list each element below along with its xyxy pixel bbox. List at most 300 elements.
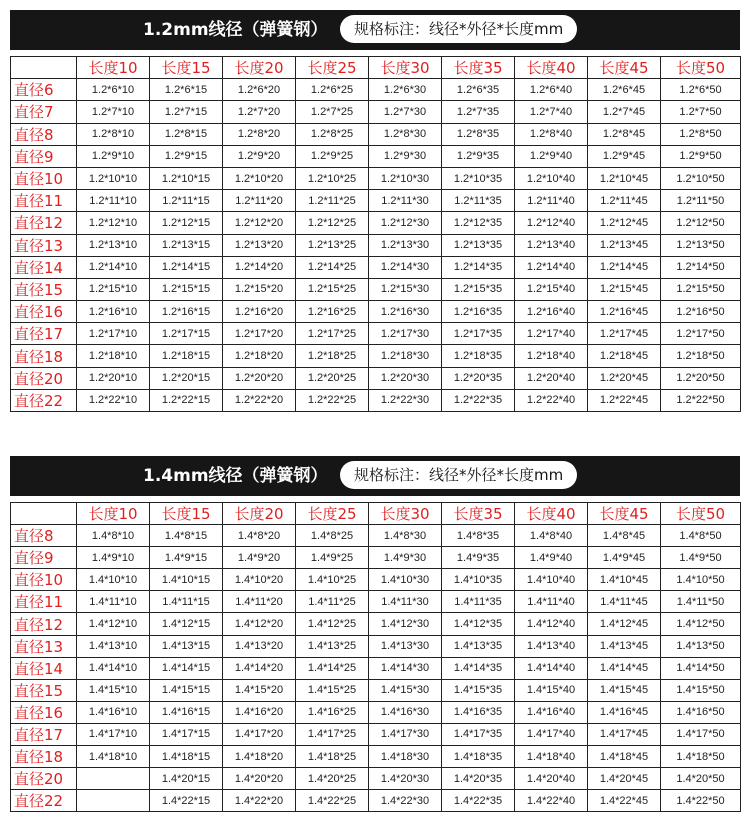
row-header-diameter: 直径18 bbox=[11, 746, 77, 768]
spec-cell: 1.2*16*30 bbox=[369, 301, 442, 323]
spec-cell: 1.4*12*15 bbox=[150, 613, 223, 635]
row-header-diameter: 直径8 bbox=[11, 123, 77, 145]
table-row bbox=[11, 101, 741, 123]
column-header-length: 长度50 bbox=[661, 503, 741, 525]
spec-cell: 1.4*9*40 bbox=[515, 547, 588, 569]
column-header-length: 长度25 bbox=[296, 503, 369, 525]
spec-cell: 1.4*12*10 bbox=[77, 613, 150, 635]
spec-cell: 1.4*8*10 bbox=[77, 525, 150, 547]
spec-cell: 1.4*15*35 bbox=[442, 679, 515, 701]
section-banner bbox=[10, 10, 740, 50]
row-header-diameter: 直径13 bbox=[11, 635, 77, 657]
spec-cell: 1.4*14*40 bbox=[515, 657, 588, 679]
spec-cell: 1.4*16*30 bbox=[369, 701, 442, 723]
spec-cell: 1.2*18*30 bbox=[369, 345, 442, 367]
spec-cell: 1.4*9*50 bbox=[661, 547, 741, 569]
spec-cell: 1.2*6*10 bbox=[77, 79, 150, 101]
spec-cell: 1.4*10*40 bbox=[515, 569, 588, 591]
row-header-diameter: 直径22 bbox=[11, 790, 77, 812]
row-header-diameter: 直径22 bbox=[11, 389, 77, 411]
spec-cell: 1.4*10*15 bbox=[150, 569, 223, 591]
spec-cell: 1.2*17*40 bbox=[515, 323, 588, 345]
spec-cell: 1.2*12*25 bbox=[296, 212, 369, 234]
spec-cell bbox=[77, 790, 150, 812]
spec-cell: 1.2*11*30 bbox=[369, 190, 442, 212]
row-header-diameter: 直径11 bbox=[11, 591, 77, 613]
spec-cell: 1.4*8*40 bbox=[515, 525, 588, 547]
column-header-length: 长度35 bbox=[442, 57, 515, 79]
spec-cell: 1.2*14*15 bbox=[150, 256, 223, 278]
spec-cell: 1.2*20*20 bbox=[223, 367, 296, 389]
spec-cell: 1.2*15*50 bbox=[661, 278, 741, 300]
spec-cell: 1.4*22*20 bbox=[223, 790, 296, 812]
spec-cell: 1.4*13*20 bbox=[223, 635, 296, 657]
spec-cell: 1.4*15*30 bbox=[369, 679, 442, 701]
spec-cell: 1.2*20*25 bbox=[296, 367, 369, 389]
spec-cell: 1.2*6*50 bbox=[661, 79, 741, 101]
row-header-diameter: 直径16 bbox=[11, 701, 77, 723]
spec-cell: 1.2*7*45 bbox=[588, 101, 661, 123]
spec-cell: 1.4*10*20 bbox=[223, 569, 296, 591]
spec-cell: 1.2*17*25 bbox=[296, 323, 369, 345]
row-header-diameter: 直径12 bbox=[11, 613, 77, 635]
spec-cell: 1.2*7*25 bbox=[296, 101, 369, 123]
row-header-diameter: 直径20 bbox=[11, 768, 77, 790]
spec-cell: 1.4*11*15 bbox=[150, 591, 223, 613]
spec-cell: 1.2*10*50 bbox=[661, 167, 741, 189]
spec-cell: 1.4*15*25 bbox=[296, 679, 369, 701]
spec-cell: 1.2*7*35 bbox=[442, 101, 515, 123]
spec-cell: 1.4*16*15 bbox=[150, 701, 223, 723]
row-header-diameter: 直径20 bbox=[11, 367, 77, 389]
table-row bbox=[11, 679, 741, 701]
section-banner bbox=[10, 456, 740, 496]
spec-cell: 1.4*12*50 bbox=[661, 613, 741, 635]
column-header-length: 长度20 bbox=[223, 503, 296, 525]
spec-cell: 1.2*22*35 bbox=[442, 389, 515, 411]
spec-cell: 1.2*22*30 bbox=[369, 389, 442, 411]
spec-cell: 1.2*18*25 bbox=[296, 345, 369, 367]
column-header-length: 长度25 bbox=[296, 57, 369, 79]
spec-cell: 1.4*9*45 bbox=[588, 547, 661, 569]
spec-cell: 1.4*17*10 bbox=[77, 723, 150, 745]
spec-cell: 1.2*22*25 bbox=[296, 389, 369, 411]
spec-cell: 1.2*11*35 bbox=[442, 190, 515, 212]
spec-cell: 1.4*10*30 bbox=[369, 569, 442, 591]
spec-cell: 1.2*16*40 bbox=[515, 301, 588, 323]
spec-table-body bbox=[11, 79, 741, 412]
spec-cell: 1.2*22*40 bbox=[515, 389, 588, 411]
spec-cell: 1.2*10*25 bbox=[296, 167, 369, 189]
spec-cell: 1.4*17*45 bbox=[588, 723, 661, 745]
spec-cell: 1.2*9*40 bbox=[515, 145, 588, 167]
spec-cell: 1.2*7*10 bbox=[77, 101, 150, 123]
spec-cell: 1.2*7*20 bbox=[223, 101, 296, 123]
spec-cell: 1.4*17*15 bbox=[150, 723, 223, 745]
spec-cell: 1.2*7*30 bbox=[369, 101, 442, 123]
spec-cell: 1.4*9*15 bbox=[150, 547, 223, 569]
spec-cell: 1.4*8*45 bbox=[588, 525, 661, 547]
spec-cell: 1.2*6*15 bbox=[150, 79, 223, 101]
spec-cell: 1.4*11*35 bbox=[442, 591, 515, 613]
spec-cell: 1.4*12*45 bbox=[588, 613, 661, 635]
spec-cell: 1.4*11*10 bbox=[77, 591, 150, 613]
spec-cell: 1.4*22*30 bbox=[369, 790, 442, 812]
row-header-diameter: 直径17 bbox=[11, 723, 77, 745]
spec-cell: 1.4*10*50 bbox=[661, 569, 741, 591]
spec-cell: 1.4*14*35 bbox=[442, 657, 515, 679]
row-header-diameter: 直径9 bbox=[11, 547, 77, 569]
spec-cell: 1.2*13*15 bbox=[150, 234, 223, 256]
table-row bbox=[11, 145, 741, 167]
column-header-length: 长度10 bbox=[77, 503, 150, 525]
spec-cell: 1.4*10*10 bbox=[77, 569, 150, 591]
spec-cell: 1.2*8*35 bbox=[442, 123, 515, 145]
table-row bbox=[11, 746, 741, 768]
spec-cell: 1.4*16*25 bbox=[296, 701, 369, 723]
spec-cell: 1.2*20*40 bbox=[515, 367, 588, 389]
spec-cell: 1.2*15*10 bbox=[77, 278, 150, 300]
spec-cell: 1.2*22*20 bbox=[223, 389, 296, 411]
spec-cell: 1.2*12*20 bbox=[223, 212, 296, 234]
spec-cell: 1.4*22*25 bbox=[296, 790, 369, 812]
spec-cell: 1.4*11*50 bbox=[661, 591, 741, 613]
column-header-length: 长度20 bbox=[223, 57, 296, 79]
spec-cell: 1.4*10*35 bbox=[442, 569, 515, 591]
spec-cell: 1.2*11*15 bbox=[150, 190, 223, 212]
row-header-diameter: 直径16 bbox=[11, 301, 77, 323]
spec-cell: 1.4*20*15 bbox=[150, 768, 223, 790]
spec-cell: 1.4*11*45 bbox=[588, 591, 661, 613]
table-row bbox=[11, 657, 741, 679]
spec-cell: 1.4*9*30 bbox=[369, 547, 442, 569]
spec-cell: 1.2*16*20 bbox=[223, 301, 296, 323]
spec-cell: 1.4*15*15 bbox=[150, 679, 223, 701]
spec-table-header bbox=[11, 503, 741, 525]
spec-cell: 1.4*14*25 bbox=[296, 657, 369, 679]
table-row bbox=[11, 256, 741, 278]
spec-cell: 1.2*10*45 bbox=[588, 167, 661, 189]
spec-cell: 1.4*8*15 bbox=[150, 525, 223, 547]
spec-cell: 1.2*6*25 bbox=[296, 79, 369, 101]
column-header-length: 长度15 bbox=[150, 57, 223, 79]
spec-cell: 1.4*22*35 bbox=[442, 790, 515, 812]
spec-cell: 1.2*8*15 bbox=[150, 123, 223, 145]
spec-cell: 1.4*18*50 bbox=[661, 746, 741, 768]
spec-cell: 1.4*16*10 bbox=[77, 701, 150, 723]
spec-cell: 1.4*13*50 bbox=[661, 635, 741, 657]
spec-cell: 1.2*12*35 bbox=[442, 212, 515, 234]
table-row bbox=[11, 278, 741, 300]
spec-cell: 1.2*15*25 bbox=[296, 278, 369, 300]
spec-cell: 1.4*15*10 bbox=[77, 679, 150, 701]
spec-cell: 1.2*18*20 bbox=[223, 345, 296, 367]
table-row bbox=[11, 190, 741, 212]
spec-cell: 1.2*10*20 bbox=[223, 167, 296, 189]
spec-cell: 1.2*11*40 bbox=[515, 190, 588, 212]
spec-cell: 1.2*15*35 bbox=[442, 278, 515, 300]
spec-cell: 1.4*13*25 bbox=[296, 635, 369, 657]
table-row bbox=[11, 167, 741, 189]
column-header-length: 长度30 bbox=[369, 57, 442, 79]
spec-section-1-4mm bbox=[10, 456, 740, 812]
spec-cell: 1.2*11*25 bbox=[296, 190, 369, 212]
row-header-diameter: 直径15 bbox=[11, 679, 77, 701]
spec-cell: 1.2*16*25 bbox=[296, 301, 369, 323]
spec-cell: 1.4*16*40 bbox=[515, 701, 588, 723]
spec-table-body bbox=[11, 525, 741, 812]
spec-cell: 1.4*14*30 bbox=[369, 657, 442, 679]
spec-cell: 1.2*18*15 bbox=[150, 345, 223, 367]
row-header-diameter: 直径18 bbox=[11, 345, 77, 367]
column-header-length: 长度40 bbox=[515, 503, 588, 525]
spec-cell: 1.2*16*35 bbox=[442, 301, 515, 323]
table-row bbox=[11, 591, 741, 613]
spec-cell: 1.2*15*45 bbox=[588, 278, 661, 300]
table-row bbox=[11, 212, 741, 234]
header-row bbox=[11, 57, 741, 79]
spec-cell: 1.2*9*30 bbox=[369, 145, 442, 167]
table-row bbox=[11, 547, 741, 569]
spec-cell: 1.2*16*15 bbox=[150, 301, 223, 323]
spec-cell: 1.2*12*40 bbox=[515, 212, 588, 234]
spec-cell: 1.2*13*20 bbox=[223, 234, 296, 256]
spec-cell: 1.2*13*10 bbox=[77, 234, 150, 256]
spec-cell: 1.4*13*45 bbox=[588, 635, 661, 657]
spec-cell: 1.2*16*50 bbox=[661, 301, 741, 323]
table-row bbox=[11, 389, 741, 411]
spec-cell: 1.2*6*30 bbox=[369, 79, 442, 101]
spec-cell: 1.4*8*25 bbox=[296, 525, 369, 547]
spec-format-note: 规格标注：线径*外径*长度mm bbox=[340, 461, 577, 489]
spec-cell: 1.2*11*10 bbox=[77, 190, 150, 212]
spec-cell: 1.2*10*10 bbox=[77, 167, 150, 189]
table-row bbox=[11, 525, 741, 547]
spec-cell: 1.4*13*10 bbox=[77, 635, 150, 657]
row-header-diameter: 直径12 bbox=[11, 212, 77, 234]
spec-cell: 1.4*16*50 bbox=[661, 701, 741, 723]
row-header-diameter: 直径6 bbox=[11, 79, 77, 101]
spec-cell: 1.2*8*50 bbox=[661, 123, 741, 145]
table-row bbox=[11, 301, 741, 323]
spec-cell: 1.2*20*35 bbox=[442, 367, 515, 389]
spec-cell: 1.2*14*40 bbox=[515, 256, 588, 278]
spec-cell: 1.2*22*50 bbox=[661, 389, 741, 411]
spec-cell: 1.4*10*45 bbox=[588, 569, 661, 591]
spec-cell: 1.2*14*35 bbox=[442, 256, 515, 278]
spec-cell: 1.2*17*45 bbox=[588, 323, 661, 345]
column-header-length: 长度15 bbox=[150, 503, 223, 525]
spec-cell: 1.4*11*25 bbox=[296, 591, 369, 613]
spec-cell: 1.2*13*45 bbox=[588, 234, 661, 256]
spec-cell: 1.2*9*15 bbox=[150, 145, 223, 167]
spec-cell: 1.2*20*50 bbox=[661, 367, 741, 389]
spec-cell: 1.2*22*15 bbox=[150, 389, 223, 411]
table-row bbox=[11, 768, 741, 790]
spec-cell: 1.2*16*10 bbox=[77, 301, 150, 323]
spec-cell: 1.2*9*25 bbox=[296, 145, 369, 167]
spec-cell: 1.4*9*10 bbox=[77, 547, 150, 569]
spec-cell: 1.2*8*45 bbox=[588, 123, 661, 145]
spec-cell: 1.2*14*10 bbox=[77, 256, 150, 278]
spec-cell: 1.4*17*35 bbox=[442, 723, 515, 745]
row-header-diameter: 直径9 bbox=[11, 145, 77, 167]
spec-cell: 1.2*13*25 bbox=[296, 234, 369, 256]
section-title: 1.4mm线径（弹簧钢） bbox=[143, 466, 328, 486]
spec-cell: 1.4*16*20 bbox=[223, 701, 296, 723]
spec-cell: 1.2*20*10 bbox=[77, 367, 150, 389]
spec-cell: 1.2*20*30 bbox=[369, 367, 442, 389]
header-row bbox=[11, 503, 741, 525]
spec-table bbox=[10, 502, 741, 812]
spec-cell: 1.2*11*45 bbox=[588, 190, 661, 212]
spec-cell: 1.4*8*50 bbox=[661, 525, 741, 547]
spec-cell: 1.2*10*30 bbox=[369, 167, 442, 189]
spec-cell: 1.2*13*40 bbox=[515, 234, 588, 256]
spec-cell: 1.4*18*10 bbox=[77, 746, 150, 768]
spec-cell: 1.4*9*35 bbox=[442, 547, 515, 569]
spec-cell: 1.4*16*35 bbox=[442, 701, 515, 723]
column-header-length: 长度45 bbox=[588, 57, 661, 79]
section-title: 1.2mm线径（弹簧钢） bbox=[143, 20, 328, 40]
spec-cell: 1.2*18*45 bbox=[588, 345, 661, 367]
row-header-diameter: 直径10 bbox=[11, 167, 77, 189]
spec-cell: 1.2*8*30 bbox=[369, 123, 442, 145]
table-row bbox=[11, 635, 741, 657]
spec-cell: 1.4*17*30 bbox=[369, 723, 442, 745]
table-row bbox=[11, 701, 741, 723]
spec-cell: 1.4*11*30 bbox=[369, 591, 442, 613]
spec-cell: 1.2*18*50 bbox=[661, 345, 741, 367]
spec-cell: 1.2*17*15 bbox=[150, 323, 223, 345]
column-header-length: 长度50 bbox=[661, 57, 741, 79]
spec-cell: 1.4*20*45 bbox=[588, 768, 661, 790]
spec-cell: 1.2*10*40 bbox=[515, 167, 588, 189]
spec-cell: 1.4*18*35 bbox=[442, 746, 515, 768]
spec-cell: 1.2*18*40 bbox=[515, 345, 588, 367]
column-header-length: 长度45 bbox=[588, 503, 661, 525]
spec-cell: 1.4*10*25 bbox=[296, 569, 369, 591]
spec-cell: 1.2*9*50 bbox=[661, 145, 741, 167]
spec-cell: 1.4*8*30 bbox=[369, 525, 442, 547]
spec-cell: 1.4*22*15 bbox=[150, 790, 223, 812]
spec-cell: 1.2*17*10 bbox=[77, 323, 150, 345]
spec-cell: 1.2*8*20 bbox=[223, 123, 296, 145]
spec-cell: 1.4*15*40 bbox=[515, 679, 588, 701]
spec-cell: 1.2*6*20 bbox=[223, 79, 296, 101]
spec-cell: 1.2*14*25 bbox=[296, 256, 369, 278]
spec-cell: 1.2*20*15 bbox=[150, 367, 223, 389]
spec-cell: 1.2*15*30 bbox=[369, 278, 442, 300]
column-header-length: 长度30 bbox=[369, 503, 442, 525]
table-row bbox=[11, 569, 741, 591]
column-header-length: 长度35 bbox=[442, 503, 515, 525]
spec-cell: 1.4*13*15 bbox=[150, 635, 223, 657]
spec-cell: 1.4*17*25 bbox=[296, 723, 369, 745]
table-row bbox=[11, 323, 741, 345]
spec-cell: 1.4*20*25 bbox=[296, 768, 369, 790]
spec-cell: 1.4*9*20 bbox=[223, 547, 296, 569]
spec-cell: 1.4*18*40 bbox=[515, 746, 588, 768]
column-header-length: 长度10 bbox=[77, 57, 150, 79]
spec-cell: 1.2*18*35 bbox=[442, 345, 515, 367]
spec-cell: 1.2*12*50 bbox=[661, 212, 741, 234]
spec-cell: 1.4*16*45 bbox=[588, 701, 661, 723]
spec-cell: 1.2*8*40 bbox=[515, 123, 588, 145]
row-header-diameter: 直径11 bbox=[11, 190, 77, 212]
row-header-diameter: 直径15 bbox=[11, 278, 77, 300]
row-header-diameter: 直径17 bbox=[11, 323, 77, 345]
spec-cell: 1.4*18*30 bbox=[369, 746, 442, 768]
spec-cell: 1.2*11*20 bbox=[223, 190, 296, 212]
spec-cell: 1.4*12*25 bbox=[296, 613, 369, 635]
row-header-diameter: 直径13 bbox=[11, 234, 77, 256]
spec-cell: 1.2*15*40 bbox=[515, 278, 588, 300]
spec-cell: 1.4*9*25 bbox=[296, 547, 369, 569]
spec-cell: 1.2*9*45 bbox=[588, 145, 661, 167]
spec-cell: 1.2*7*40 bbox=[515, 101, 588, 123]
spec-cell: 1.4*8*35 bbox=[442, 525, 515, 547]
spec-section-1-2mm bbox=[10, 10, 740, 412]
spec-cell: 1.2*9*35 bbox=[442, 145, 515, 167]
spec-cell: 1.4*20*35 bbox=[442, 768, 515, 790]
table-row bbox=[11, 234, 741, 256]
spec-cell: 1.4*18*20 bbox=[223, 746, 296, 768]
column-header-length: 长度40 bbox=[515, 57, 588, 79]
spec-cell: 1.2*16*45 bbox=[588, 301, 661, 323]
spec-cell: 1.4*22*45 bbox=[588, 790, 661, 812]
spec-cell: 1.2*22*10 bbox=[77, 389, 150, 411]
spec-cell: 1.2*17*50 bbox=[661, 323, 741, 345]
spec-cell: 1.2*15*20 bbox=[223, 278, 296, 300]
spec-cell: 1.4*20*30 bbox=[369, 768, 442, 790]
spec-cell: 1.2*9*20 bbox=[223, 145, 296, 167]
spec-cell: 1.4*20*20 bbox=[223, 768, 296, 790]
spec-cell: 1.4*15*50 bbox=[661, 679, 741, 701]
table-row bbox=[11, 790, 741, 812]
spec-cell: 1.4*14*50 bbox=[661, 657, 741, 679]
spec-cell: 1.2*12*10 bbox=[77, 212, 150, 234]
spec-cell: 1.4*14*20 bbox=[223, 657, 296, 679]
spec-cell: 1.4*12*30 bbox=[369, 613, 442, 635]
spec-cell: 1.2*18*10 bbox=[77, 345, 150, 367]
spec-cell: 1.2*14*45 bbox=[588, 256, 661, 278]
spec-cell: 1.4*18*15 bbox=[150, 746, 223, 768]
spec-cell: 1.2*12*45 bbox=[588, 212, 661, 234]
spec-cell: 1.2*8*25 bbox=[296, 123, 369, 145]
spec-cell: 1.4*12*40 bbox=[515, 613, 588, 635]
row-header-diameter: 直径8 bbox=[11, 525, 77, 547]
spec-cell: 1.4*11*20 bbox=[223, 591, 296, 613]
row-header-diameter: 直径7 bbox=[11, 101, 77, 123]
spec-cell: 1.2*17*35 bbox=[442, 323, 515, 345]
spec-cell: 1.4*13*35 bbox=[442, 635, 515, 657]
spec-cell: 1.2*17*20 bbox=[223, 323, 296, 345]
spec-cell: 1.2*10*15 bbox=[150, 167, 223, 189]
spec-cell: 1.2*13*30 bbox=[369, 234, 442, 256]
row-header-diameter: 直径14 bbox=[11, 657, 77, 679]
header-corner bbox=[11, 503, 77, 525]
spec-cell: 1.2*6*45 bbox=[588, 79, 661, 101]
spec-cell: 1.4*14*45 bbox=[588, 657, 661, 679]
spec-cell: 1.2*9*10 bbox=[77, 145, 150, 167]
spec-cell: 1.4*17*50 bbox=[661, 723, 741, 745]
spec-cell: 1.4*11*40 bbox=[515, 591, 588, 613]
spec-cell: 1.4*12*35 bbox=[442, 613, 515, 635]
table-row bbox=[11, 367, 741, 389]
spec-cell: 1.2*13*35 bbox=[442, 234, 515, 256]
table-row bbox=[11, 123, 741, 145]
